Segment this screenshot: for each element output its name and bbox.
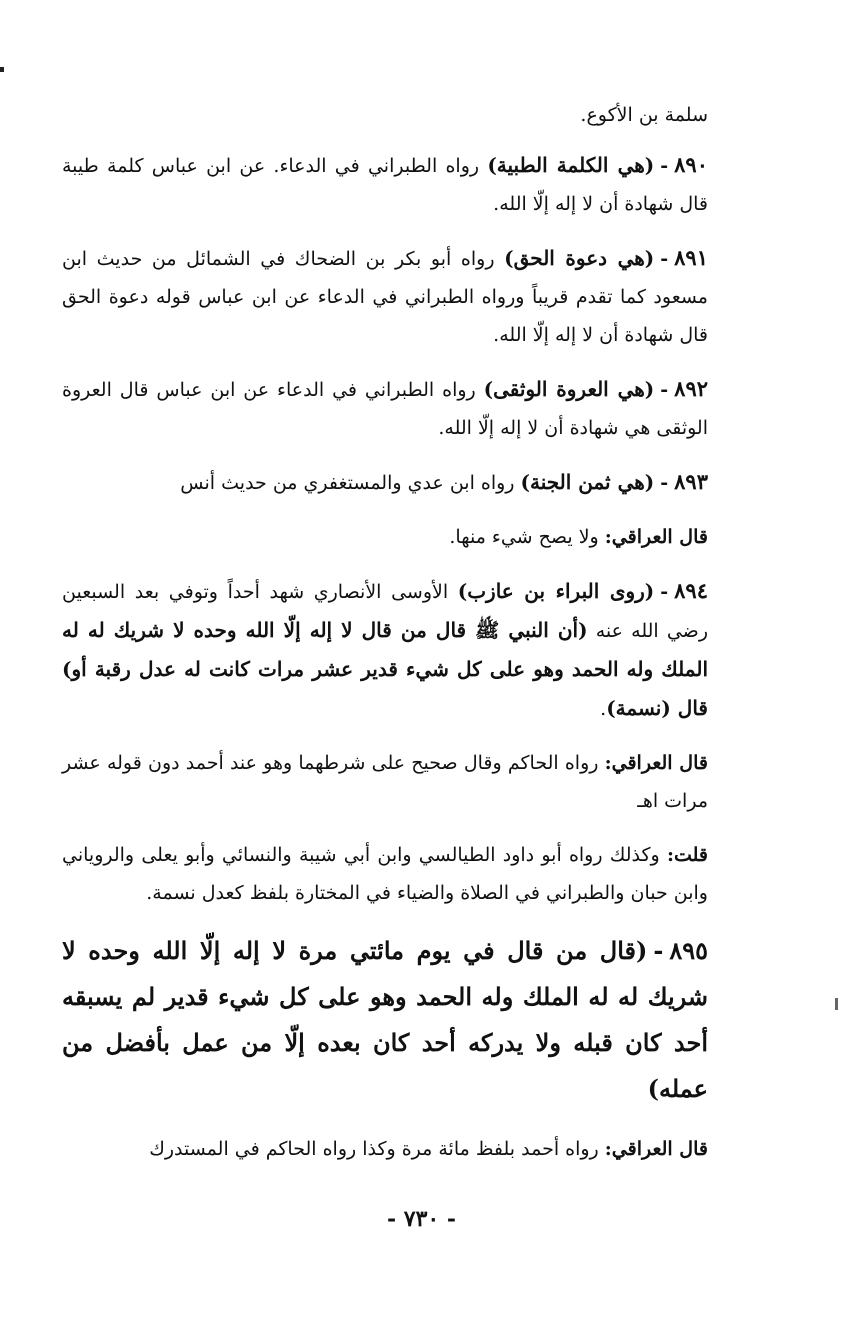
entry-dash: - xyxy=(653,936,664,965)
entry-dash: - xyxy=(660,248,669,270)
scan-edge-mark xyxy=(0,67,4,72)
entry-heading: (روى البراء بن عازب) xyxy=(457,579,655,603)
note-label: قلت: xyxy=(666,844,708,866)
entry-number: ٨٩١ xyxy=(674,245,708,270)
note-label: قال العراقي: xyxy=(604,526,708,548)
entry-end: . xyxy=(600,698,607,720)
page-number: - ٧٣٠ - xyxy=(386,1206,457,1232)
hadith-text: (قال من قال في يوم مائتي مرة لا إله إلّا الله وحده لا شريك له له الملك وله الحمد وهو على كل شيء قدير لم يسبقه أحد كان قبله ولا يدركه أحد كان بعده إلّا من عمل بأفضل من عمله) xyxy=(62,936,708,1103)
page-body xyxy=(62,96,708,1184)
entry-number: ٨٩٠ xyxy=(674,152,708,177)
entry-dash: - xyxy=(660,472,669,494)
note-text: وكذلك رواه أبو داود الطيالسي وابن أبي شيبة والنسائي وأبو يعلى والروياني وابن حبان والطبراني في الصلاة والضياء في المختارة بلفظ كعدل نسمة. xyxy=(62,844,708,904)
entry-text: الأوسى الأنصاري شهد أحداً وتوفي بعد السبعين رضي الله عنه xyxy=(62,581,708,642)
entry-text: رواه الطبراني في الدعاء عن ابن عباس قال العروة الوثقى هي شهادة أن لا إله إلّا الله. xyxy=(62,379,708,439)
entry-891 xyxy=(62,239,708,354)
entry-number: ٨٩٤ xyxy=(674,578,708,603)
entry-dash: - xyxy=(660,155,669,177)
entry-heading: (هي دعوة الحق) xyxy=(504,246,655,270)
note-qult-894 xyxy=(62,836,708,912)
note-iraqi-894 xyxy=(62,744,708,820)
hadith-text: (أن النبي ﷺ قال من قال لا إله إلّا الله وحده لا شريك له له الملك وله الحمد وهو على كل شيء قدير عشر مرات كانت له عدل رقبة أو) قال (نسمة) xyxy=(62,618,708,720)
entry-text: رواه الطبراني في الدعاء. عن ابن عباس كلمة طيبة قال شهادة أن لا إله إلّا الله. xyxy=(62,155,708,215)
entry-text: رواه ابن عدي والمستغفري من حديث أنس xyxy=(180,472,521,494)
scan-edge-mark xyxy=(835,998,838,1010)
entry-894 xyxy=(62,572,708,728)
note-label: قال العراقي: xyxy=(604,752,708,774)
entry-895 xyxy=(62,928,708,1112)
entry-dash: - xyxy=(660,581,669,603)
entry-892 xyxy=(62,370,708,447)
note-text: رواه الحاكم وقال صحيح على شرطهما وهو عند أحمد دون قوله عشر مرات اهـ xyxy=(62,752,708,812)
entry-text: رواه أبو بكر بن الضحاك في الشمائل من حديث ابن مسعود كما تقدم قريباً ورواه الطبراني في الدعاء عن ابن عباس قوله دعوة الحق قال شهادة أن لا إله إلّا الله. xyxy=(62,248,708,346)
text-line: سلمة بن الأكوع. xyxy=(580,104,708,126)
note-text: ولا يصح شيء منها. xyxy=(449,526,605,548)
entry-heading: (هي ثمن الجنة) xyxy=(520,470,655,494)
note-label: قال العراقي: xyxy=(604,1138,708,1160)
entry-890 xyxy=(62,146,708,223)
entry-893 xyxy=(62,463,708,502)
entry-number: ٨٩٢ xyxy=(674,376,709,401)
note-text: رواه أحمد بلفظ مائة مرة وكذا رواه الحاكم في المستدرك xyxy=(149,1138,605,1160)
note-iraqi-895 xyxy=(62,1130,708,1168)
note-iraqi-893 xyxy=(62,518,708,556)
entry-heading: (هي العروة الوثقى) xyxy=(483,377,655,401)
paragraph-continuation xyxy=(62,96,708,134)
entry-number: ٨٩٥ xyxy=(669,936,708,965)
entry-number: ٨٩٣ xyxy=(674,469,708,494)
entry-dash: - xyxy=(660,379,669,401)
entry-heading: (هي الكلمة الطبية) xyxy=(487,153,655,177)
